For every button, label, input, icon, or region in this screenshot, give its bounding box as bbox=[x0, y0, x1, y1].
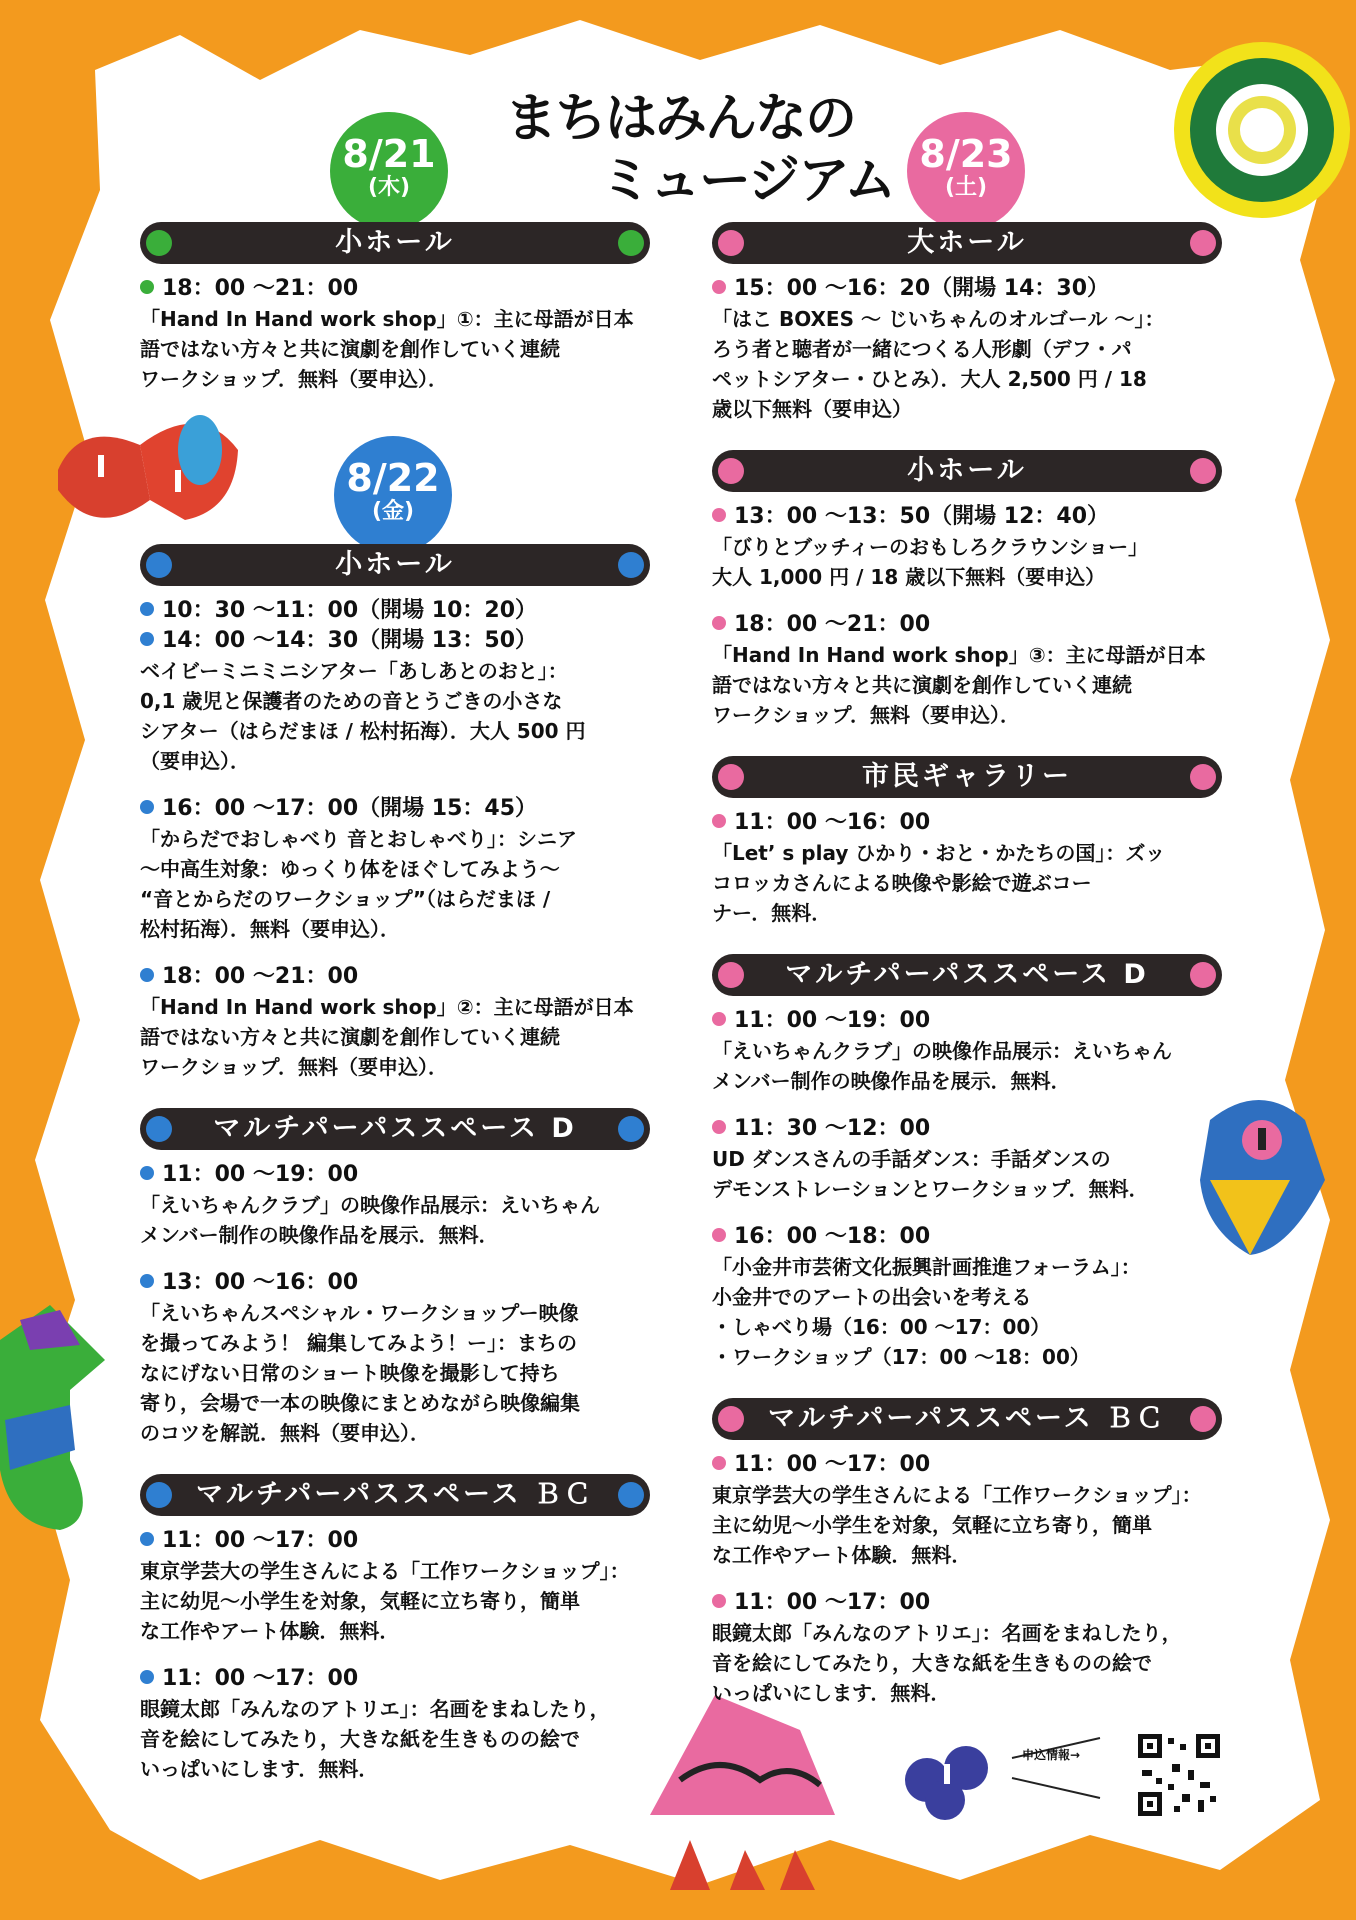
event-item bbox=[712, 1222, 1222, 1372]
event-time-text: 16：00 ～18：00 bbox=[734, 1224, 931, 1249]
venue-dot-icon bbox=[618, 552, 644, 578]
venue-name: 大ホール bbox=[907, 227, 1027, 258]
bullet-icon bbox=[140, 1274, 154, 1288]
venue-dot-icon bbox=[146, 1482, 172, 1508]
event-time bbox=[140, 274, 650, 304]
event-item bbox=[712, 808, 1222, 928]
venue-section bbox=[712, 756, 1222, 928]
weekday-text: (木) bbox=[367, 175, 411, 200]
venue-header bbox=[712, 450, 1222, 492]
event-time-text: 11：00 ～17：00 bbox=[162, 1528, 359, 1553]
event-item bbox=[712, 1114, 1222, 1204]
event-time bbox=[712, 1588, 1222, 1618]
venue-dot-icon bbox=[618, 1116, 644, 1142]
venue-dot-icon bbox=[618, 230, 644, 256]
venue-dot-icon bbox=[618, 1482, 644, 1508]
venue-section bbox=[712, 954, 1222, 1372]
event-time-text: 13：00 ～13：50（開場 12：40） bbox=[734, 504, 1110, 529]
event-time bbox=[712, 610, 1222, 640]
event-time bbox=[712, 1222, 1222, 1252]
title-line-1: まちはみんなの bbox=[505, 89, 856, 149]
venue-dot-icon bbox=[718, 962, 744, 988]
venue-dot-icon bbox=[146, 552, 172, 578]
bullet-icon bbox=[712, 616, 726, 630]
venue-dot-icon bbox=[146, 230, 172, 256]
venue-dot-icon bbox=[1190, 230, 1216, 256]
event-time bbox=[140, 794, 650, 824]
event-time-text: 14：00 ～14：30（開場 13：50） bbox=[162, 628, 538, 653]
event-item bbox=[712, 1450, 1222, 1570]
event-time bbox=[712, 808, 1222, 838]
venue-section bbox=[712, 1398, 1222, 1708]
event-time-text: 11：00 ～17：00 bbox=[162, 1666, 359, 1691]
venue-section bbox=[712, 450, 1222, 730]
event-time bbox=[140, 596, 650, 626]
event-item bbox=[140, 274, 650, 394]
event-description: UD ダンスさんの手話ダンス：手話ダンスの デモンストレーションとワークショップ．無料． bbox=[712, 1147, 1149, 1201]
venue-dot-icon bbox=[1190, 764, 1216, 790]
event-description: 「えいちゃんスペシャル・ワークショップー映像 を撮ってみよう！ 編集してみよう！ー」：まちの なにげない日常のショート映像を撮影して持ち 寄り，会場で一本の映像にまとめながら映像編集 のコツを解説．無料（要申込）． bbox=[140, 1301, 580, 1445]
bullet-icon bbox=[712, 1228, 726, 1242]
event-time-text: 11：00 ～17：00 bbox=[734, 1452, 931, 1477]
event-time-text: 16：00 ～17：00（開場 15：45） bbox=[162, 796, 538, 821]
bullet-icon bbox=[712, 280, 726, 294]
day1-schedule bbox=[140, 222, 650, 420]
event-time-text: 18：00 ～21：00 bbox=[162, 276, 359, 301]
event-time bbox=[712, 1450, 1222, 1480]
event-item bbox=[140, 596, 650, 776]
title-line-2: ミュージアム bbox=[600, 151, 895, 211]
event-item bbox=[712, 610, 1222, 730]
event-time-text: 15：00 ～16：20（開場 14：30） bbox=[734, 276, 1110, 301]
event-item bbox=[140, 1526, 650, 1646]
event-description: 「Hand In Hand work shop」②：主に母語が日本 語ではない方々と共に演劇を創作していく連続 ワークショップ．無料（要申込）． bbox=[140, 995, 634, 1079]
event-item bbox=[712, 502, 1222, 592]
bullet-icon bbox=[712, 508, 726, 522]
event-time-text: 11：00 ～19：00 bbox=[734, 1008, 931, 1033]
event-time bbox=[140, 1268, 650, 1298]
bullet-icon bbox=[140, 602, 154, 616]
venue-name: 市民ギャラリー bbox=[862, 761, 1072, 792]
event-time-text: 13：00 ～16：00 bbox=[162, 1270, 359, 1295]
event-item bbox=[712, 1588, 1222, 1708]
event-time bbox=[712, 274, 1222, 304]
venue-section bbox=[140, 544, 650, 1082]
top-right-creature-art bbox=[1174, 42, 1350, 218]
event-time bbox=[140, 626, 650, 656]
venue-dot-icon bbox=[1190, 1406, 1216, 1432]
venue-header bbox=[140, 544, 650, 586]
event-time-text: 10：30 ～11：00（開場 10：20） bbox=[162, 598, 538, 623]
qr-code[interactable] bbox=[1138, 1734, 1220, 1816]
event-description: 「えいちゃんクラブ」の映像作品展示：えいちゃん メンバー制作の映像作品を展示．無料． bbox=[712, 1039, 1172, 1093]
event-time-text: 11：00 ～16：00 bbox=[734, 810, 931, 835]
bullet-icon bbox=[140, 280, 154, 294]
event-item bbox=[140, 962, 650, 1082]
venue-name: 小ホール bbox=[335, 549, 455, 580]
venue-name: マルチパーパススペース ＢＣ bbox=[195, 1479, 595, 1510]
date-text: 8/22 bbox=[346, 456, 440, 500]
event-description: 「えいちゃんクラブ」の映像作品展示：えいちゃん メンバー制作の映像作品を展示．無料． bbox=[140, 1193, 600, 1247]
bullet-icon bbox=[712, 1456, 726, 1470]
weekday-text: (土) bbox=[944, 175, 988, 200]
venue-name: 小ホール bbox=[335, 227, 455, 258]
venue-section bbox=[712, 222, 1222, 424]
bullet-icon bbox=[712, 1594, 726, 1608]
event-time-text: 11：00 ～19：00 bbox=[162, 1162, 359, 1187]
venue-name: マルチパーパススペース D bbox=[213, 1113, 577, 1144]
weekday-text: (金) bbox=[371, 499, 415, 524]
venue-name: 小ホール bbox=[907, 455, 1027, 486]
event-description: 「からだでおしゃべり 音とおしゃべり」：シニア ～中高生対象：ゆっくり体をほぐしてみよう～ “音とからだのワークショップ”（はらだまほ / 松村拓海）．無料（要申込）． bbox=[140, 827, 577, 941]
event-time-text: 18：00 ～21：00 bbox=[162, 964, 359, 989]
bullet-icon bbox=[140, 632, 154, 646]
venue-header bbox=[712, 222, 1222, 264]
bullet-icon bbox=[140, 1532, 154, 1546]
event-description: 「小金井市芸術文化振興計画推進フォーラム」： 小金井でのアートの出会いを考える ・しゃべり場（16：00 ～17：00） ・ワークショップ（17：00 ～18：00） bbox=[712, 1255, 1141, 1369]
venue-header bbox=[140, 1108, 650, 1150]
bullet-icon bbox=[140, 1670, 154, 1684]
bullet-icon bbox=[712, 814, 726, 828]
venue-header bbox=[712, 954, 1222, 996]
date-text: 8/23 bbox=[919, 132, 1013, 176]
venue-dot-icon bbox=[718, 764, 744, 790]
venue-header bbox=[140, 222, 650, 264]
apply-info-label: 申込情報→ bbox=[1022, 1748, 1081, 1762]
event-description: 「Hand In Hand work shop」①：主に母語が日本 語ではない方々と共に演劇を創作していく連続 ワークショップ．無料（要申込）． bbox=[140, 307, 634, 391]
event-item bbox=[140, 1160, 650, 1250]
bullet-icon bbox=[140, 968, 154, 982]
venue-dot-icon bbox=[718, 1406, 744, 1432]
venue-name: マルチパーパススペース D bbox=[785, 959, 1149, 990]
page-title bbox=[505, 88, 894, 212]
event-description: 「Hand In Hand work shop」③：主に母語が日本 語ではない方々と共に演劇を創作していく連続 ワークショップ．無料（要申込）． bbox=[712, 643, 1206, 727]
event-item bbox=[140, 794, 650, 944]
date-badge-day1 bbox=[330, 112, 448, 230]
venue-dot-icon bbox=[1190, 962, 1216, 988]
venue-dot-icon bbox=[718, 458, 744, 484]
date-badge-day2 bbox=[334, 436, 452, 554]
event-description: 「Let’ s play ひかり・おと・かたちの国」：ズッ コロッカさんによる映像や影絵で遊ぶコー ナー．無料． bbox=[712, 841, 1166, 925]
venue-section bbox=[140, 222, 650, 394]
event-time bbox=[140, 1160, 650, 1190]
venue-header bbox=[712, 1398, 1222, 1440]
date-text: 8/21 bbox=[342, 132, 436, 176]
event-item bbox=[140, 1664, 650, 1784]
bullet-icon bbox=[712, 1012, 726, 1026]
qr-code-pattern bbox=[1138, 1734, 1220, 1816]
bullet-icon bbox=[712, 1120, 726, 1134]
venue-section bbox=[140, 1108, 650, 1448]
day2-schedule bbox=[140, 544, 650, 1810]
venue-header bbox=[140, 1474, 650, 1516]
day3-schedule bbox=[712, 222, 1222, 1734]
event-description: 東京学芸大の学生さんによる「工作ワークショップ」： 主に幼児～小学生を対象，気軽に立ち寄り，簡単 な工作やアート体験．無料． bbox=[712, 1483, 1202, 1567]
venue-name: マルチパーパススペース ＢＣ bbox=[767, 1403, 1167, 1434]
event-description: 「はこ BOXES ～ じいちゃんのオルゴール ～」： ろう者と聴者が一緒につくる人形劇（デフ・パ ペットシアター・ひとみ）．大人 2,500 円 / 18 歳以下無料（要申込） bbox=[712, 307, 1165, 421]
event-time-text: 11：00 ～17：00 bbox=[734, 1590, 931, 1615]
event-time bbox=[140, 962, 650, 992]
bullet-icon bbox=[140, 800, 154, 814]
venue-dot-icon bbox=[146, 1116, 172, 1142]
event-description: ベイビーミニミニシアター「あしあとのおと」： 0,1 歳児と保護者のための音とうごきの小さな シアター（はらだまほ / 松村拓海）．大人 500 円 （要申込）． bbox=[140, 659, 586, 773]
event-description: 眼鏡太郎「みんなのアトリエ」：名画をまねしたり， 音を絵にしてみたり，大きな紙を生きものの絵で いっぱいにします．無料． bbox=[712, 1621, 1182, 1705]
event-time bbox=[140, 1664, 650, 1694]
event-time-text: 18：00 ～21：00 bbox=[734, 612, 931, 637]
event-time bbox=[712, 502, 1222, 532]
event-description: 眼鏡太郎「みんなのアトリエ」：名画をまねしたり， 音を絵にしてみたり，大きな紙を生きものの絵で いっぱいにします．無料． bbox=[140, 1697, 610, 1781]
bullet-icon bbox=[140, 1166, 154, 1180]
venue-header bbox=[712, 756, 1222, 798]
event-time bbox=[712, 1006, 1222, 1036]
event-description: 「びりとブッチィーのおもしろクラウンショー」 大人 1,000 円 / 18 歳以下無料（要申込） bbox=[712, 535, 1149, 589]
event-time bbox=[140, 1526, 650, 1556]
venue-dot-icon bbox=[718, 230, 744, 256]
event-time bbox=[712, 1114, 1222, 1144]
venue-section bbox=[140, 1474, 650, 1784]
event-description: 東京学芸大の学生さんによる「工作ワークショップ」： 主に幼児～小学生を対象，気軽に立ち寄り，簡単 な工作やアート体験．無料． bbox=[140, 1559, 630, 1643]
event-time-text: 11：30 ～12：00 bbox=[734, 1116, 931, 1141]
venue-dot-icon bbox=[1190, 458, 1216, 484]
event-item bbox=[712, 1006, 1222, 1096]
event-item bbox=[140, 1268, 650, 1448]
event-item bbox=[712, 274, 1222, 424]
date-badge-day3 bbox=[907, 112, 1025, 230]
